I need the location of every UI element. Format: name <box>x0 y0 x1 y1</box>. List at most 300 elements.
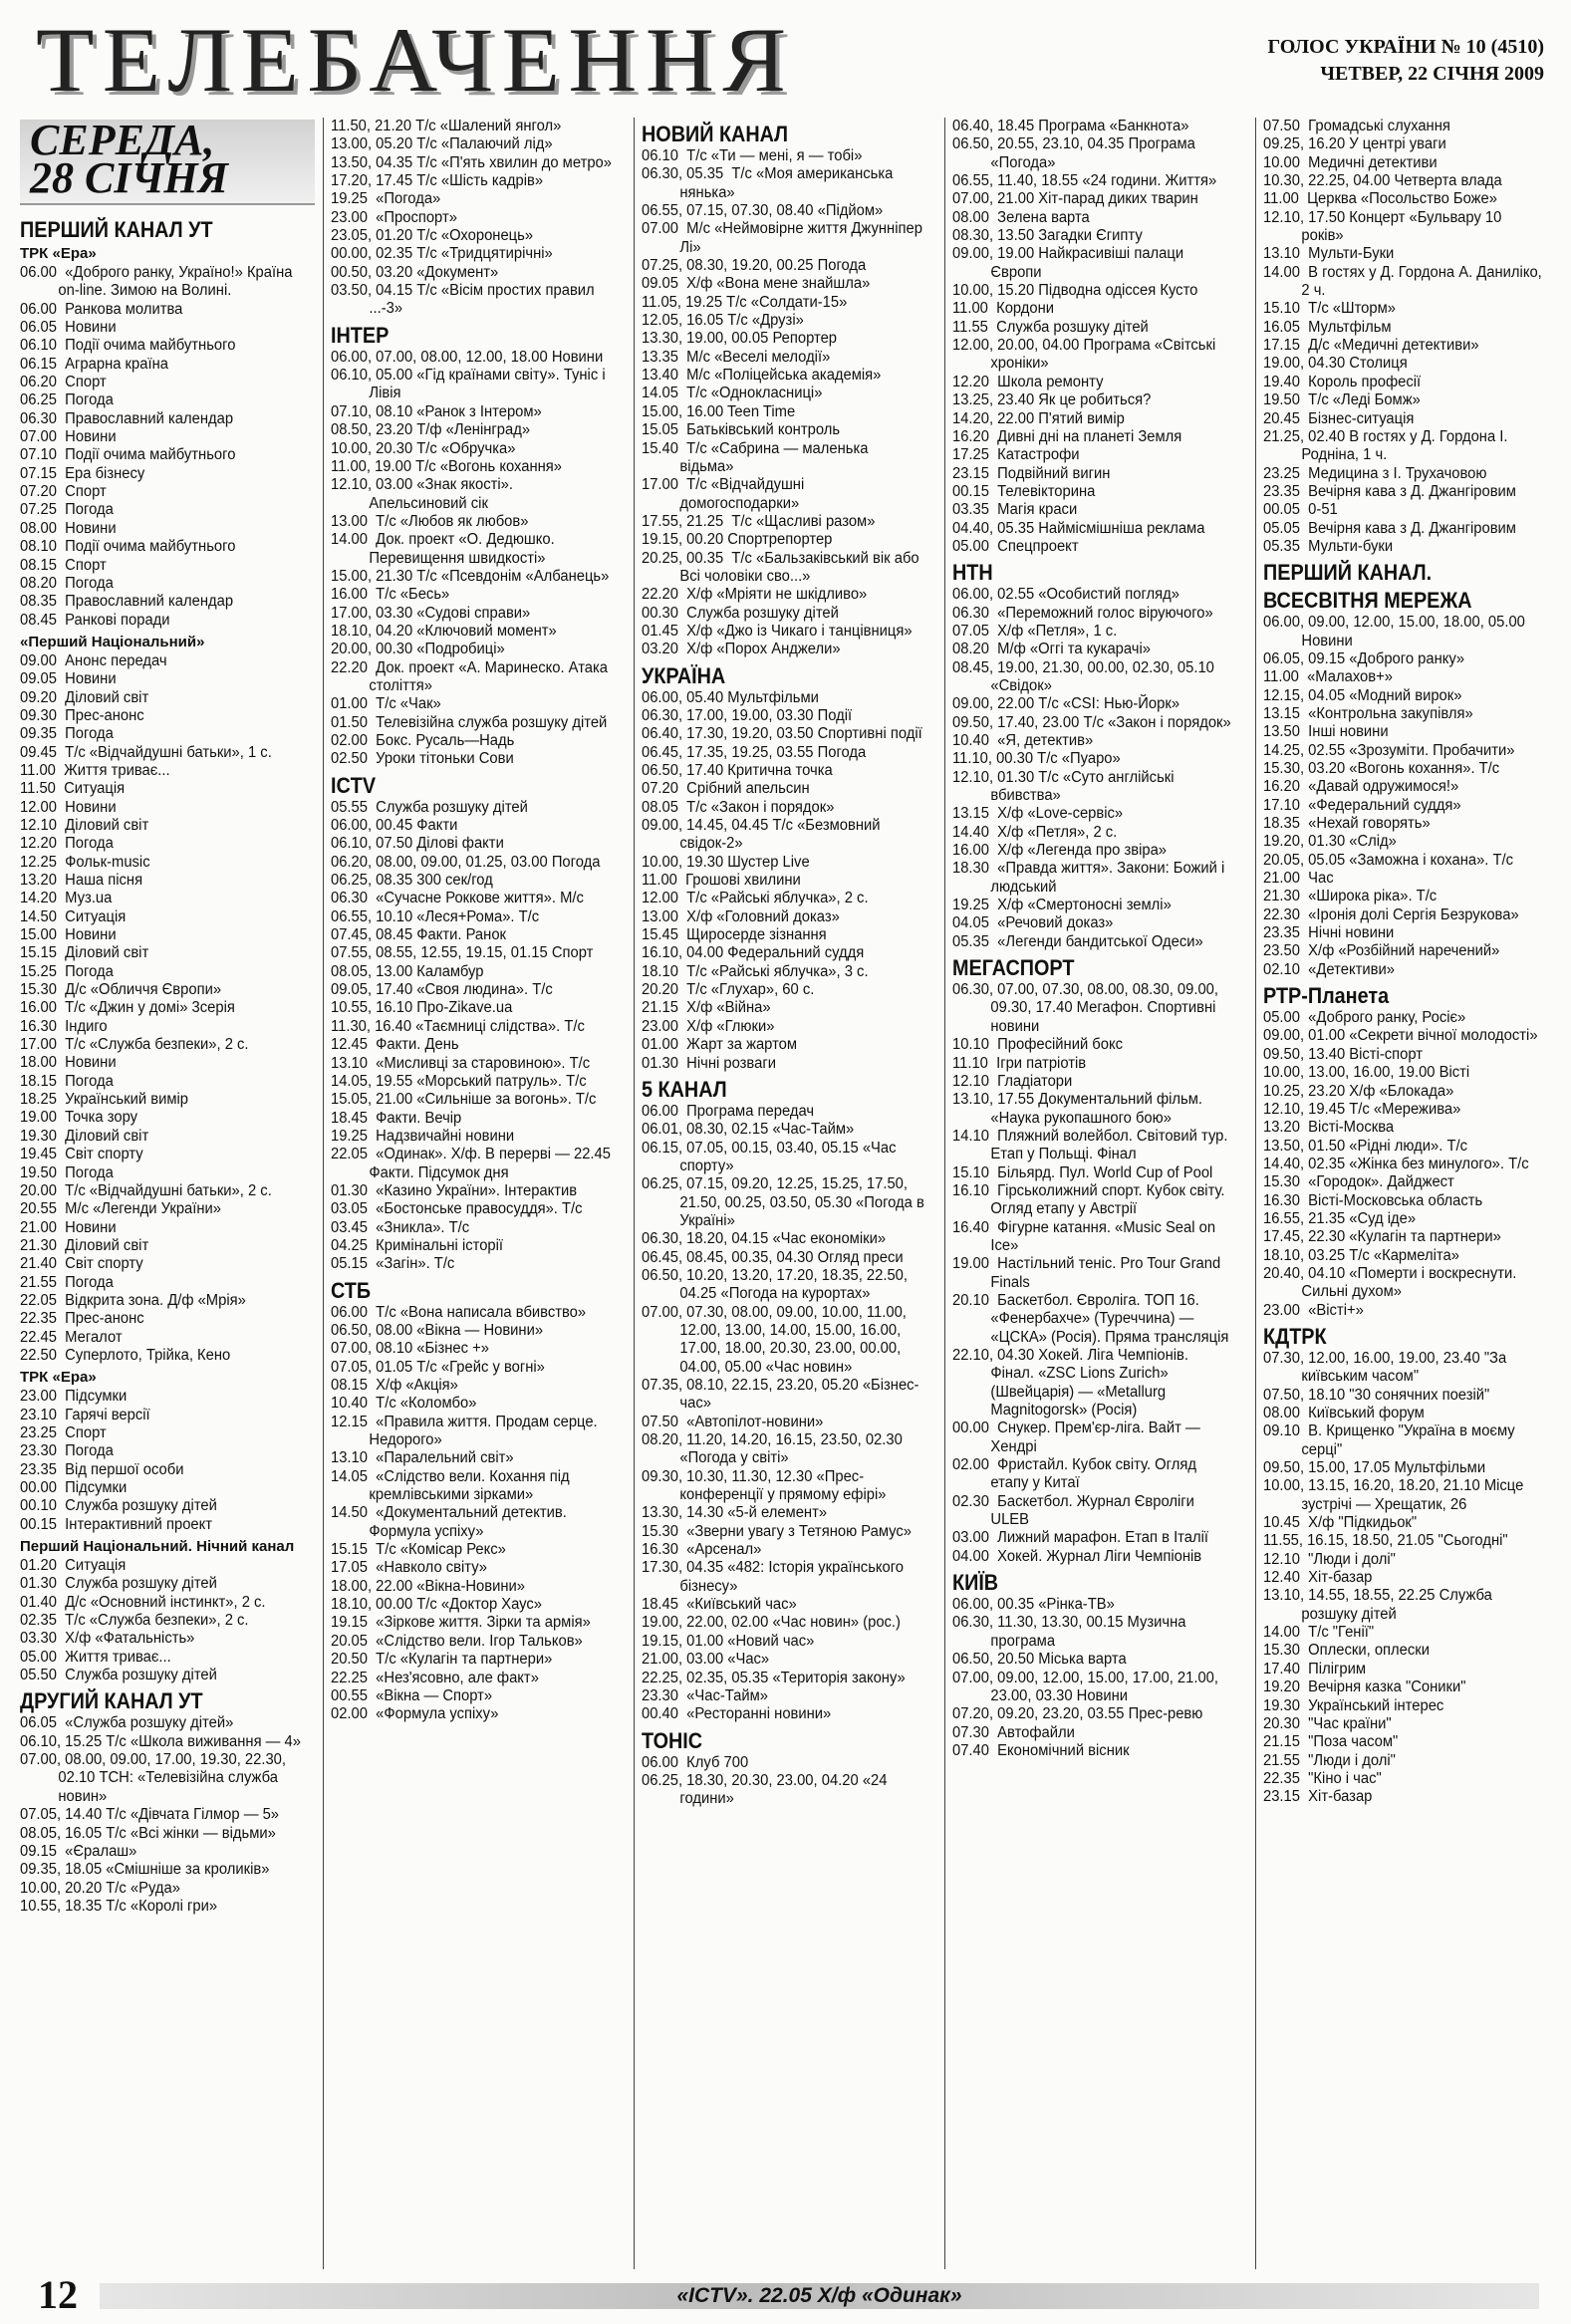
listing-entry: 09.50, 13.40 Вісті-спорт <box>1263 1045 1424 1063</box>
listing-entry: 07.10 Події очима майбутнього <box>20 446 236 464</box>
listing-entry: 23.15 Хіт-базар <box>1263 1788 1373 1806</box>
listing-entry: 09.05 Х/ф «Вона мене знайшла» <box>642 275 871 293</box>
listing-entry: 13.10, 17.55 Документальний фільм. «Наука рукопашного бою» <box>952 1091 1207 1127</box>
channel-heading: ІНТЕР <box>331 322 390 348</box>
promo-bar <box>100 2283 1539 2309</box>
listing-entry: 13.30, 14.30 «5-й елемент» <box>642 1504 828 1522</box>
listing-entry: 04.05 «Речовий доказ» <box>952 914 1114 932</box>
listing-entry: 05.35 Мульти-буки <box>1263 537 1394 555</box>
listing-entry: 13.50, 01.50 «Рідні люди». Т/с <box>1263 1137 1467 1155</box>
listing-entry: 18.45 «Київський час» <box>642 1596 797 1614</box>
listing-entry: 18.25 Український вимір <box>20 1091 188 1109</box>
listing-entry: 17.20, 17.45 Т/с «Шість кадрів» <box>331 172 544 190</box>
listing-entry: 08.20 Погода <box>20 574 114 592</box>
listing-entry: 08.15 Х/ф «Акція» <box>331 1377 458 1394</box>
listing-entry: 02.30 Баскетбол. Журнал Євроліги ULEB <box>952 1492 1199 1529</box>
listing-entry: 00.15 Телевікторина <box>952 482 1096 500</box>
listing-entry: 01.20 Ситуація <box>20 1557 127 1575</box>
listing-entry: 15.30 «Зверни увагу з Тетяною Рамус» <box>642 1522 913 1540</box>
listing-entry: 23.35 Нічні новини <box>1263 924 1395 942</box>
listing-entry: 09.00, 01.00 «Секрети вічної молодості» <box>1263 1027 1538 1045</box>
listing-entry: 17.10 «Федеральний суддя» <box>1263 796 1461 814</box>
listing-entry: 01.00 Т/с «Чак» <box>331 695 441 713</box>
listing-entry: 01.30 «Казино України». Інтерактив <box>331 1181 578 1199</box>
listing-entry: 06.45, 17.35, 19.25, 03.55 Погода <box>642 743 867 761</box>
listing-entry: 08.50, 23.20 Т/ф «Ленінград» <box>331 421 531 439</box>
listing-entry: 09.00, 19.00 Найкрасивіші палаци Європи <box>952 245 1188 281</box>
tv-listings <box>20 118 1559 2269</box>
listing-entry: 14.40, 02.35 «Жінка без минулого». Т/с <box>1263 1155 1529 1172</box>
channel-subheading: Перший Національний. Нічний канал <box>20 1538 295 1556</box>
listing-entry: 15.10 Т/с «Шторм» <box>1263 300 1396 318</box>
listing-entry: 19.25 Х/ф «Смертоносні землі» <box>952 897 1172 914</box>
listing-entry: 06.05 Новини <box>20 319 117 337</box>
listing-entry: 06.01, 08.30, 02.15 «Час-Тайм» <box>642 1121 855 1139</box>
listing-entry: 16.10, 04.00 Федеральний суддя <box>642 944 865 962</box>
listing-entry: 07.25, 08.30, 19.20, 00.25 Погода <box>642 257 867 275</box>
listing-entry: 03.35 Магія краси <box>952 501 1078 519</box>
listing-entry: 20.20 Т/с «Глухар», 60 с. <box>642 981 815 999</box>
listing-entry: 00.00 Підсумки <box>20 1479 128 1496</box>
listing-entry: 16.30 Індиго <box>20 1017 108 1035</box>
listing-entry: 14.05, 19.55 «Морський патруль». Т/с <box>331 1072 587 1090</box>
listing-entry: 02.10 «Детективи» <box>1263 960 1395 978</box>
listing-entry: 19.50 Погода <box>20 1163 114 1181</box>
listing-entry: 06.00, 00.45 Факти <box>331 817 458 835</box>
listing-entry: 23.35 Вечірня кава з Д. Джангіровим <box>1263 482 1516 500</box>
listing-entry: 07.00 М/с «Неймовірне життя Джунніпер Лі» <box>642 220 927 256</box>
listing-entry: 17.00, 03.30 «Судові справи» <box>331 604 531 622</box>
listing-entry: 05.00 Життя триває... <box>20 1648 171 1666</box>
listing-entry: 12.10, 03.00 «Знак якості». Апельсиновий сік <box>331 476 518 512</box>
channel-heading: ДРУГИЙ КАНАЛ УТ <box>20 1688 203 1714</box>
listing-entry: 19.00, 04.30 Столиця <box>1263 355 1408 373</box>
listing-entry: 20.00, 00.30 «Подробиці» <box>331 641 505 658</box>
listing-entry: 17.05 «Навколо світу» <box>331 1559 488 1577</box>
listing-entry: 07.50 «Автопілот-новини» <box>642 1413 824 1430</box>
channel-heading: ТОНІС <box>642 1727 703 1753</box>
listing-entry: 16.05 Мультфільм <box>1263 318 1392 336</box>
listing-entry: 10.00, 19.30 Шустер Live <box>642 853 810 871</box>
listing-entry: 09.50, 17.40, 23.00 Т/с «Закон і порядок» <box>952 713 1231 731</box>
channel-heading: КИЇВ <box>952 1570 999 1596</box>
listing-entry: 06.20 Спорт <box>20 374 107 391</box>
column-divider <box>1255 118 1256 2269</box>
listing-entry: 10.40 Т/с «Коломбо» <box>331 1395 477 1413</box>
listing-entry: 06.10 Події очима майбутнього <box>20 337 236 355</box>
listing-entry: 18.45 Факти. Вечір <box>331 1109 462 1127</box>
listing-entry: 06.25 Погода <box>20 391 114 409</box>
listing-entry: 10.45 Х/ф "Підкидьок" <box>1263 1514 1418 1532</box>
listing-entry: 11.50 Ситуація <box>20 780 126 798</box>
listing-entry: 21.30 Діловий світ <box>20 1236 149 1254</box>
listing-entry: 02.00 Фристайл. Кубок світу. Огляд етапу у Китаї <box>952 1456 1201 1492</box>
listing-entry: 11.00, 19.00 Т/с «Вогонь кохання» <box>331 457 562 475</box>
listing-entry: 12.25 Фольк-music <box>20 853 150 871</box>
listing-entry: 06.00, 05.40 Мультфільми <box>642 688 819 706</box>
listing-entry: 01.40 Д/с «Основний інстинкт», 2 с. <box>20 1593 266 1611</box>
listing-entry: 06.55, 07.15, 07.30, 08.40 «Підйом» <box>642 202 884 220</box>
listing-entry: 14.00 Док. проект «О. Дедюшко. Перевищення швидкості» <box>331 531 559 567</box>
listing-entry: 03.50, 04.15 Т/с «Вісім простих правил ...-3» <box>331 282 599 318</box>
listing-entry: 06.30, 18.20, 04.15 «Час економіки» <box>642 1230 887 1248</box>
listing-entry: 00.00, 02.35 Т/с «Тридцятирічні» <box>331 245 553 263</box>
channel-heading: МЕГАСПОРТ <box>952 955 1075 981</box>
listing-entry: 08.05, 13.00 Каламбур <box>331 962 484 980</box>
listing-entry: 13.30, 19.00, 00.05 Репортер <box>642 330 838 348</box>
listing-entry: 05.35 «Легенди бандитської Одеси» <box>952 932 1203 950</box>
listing-entry: 08.45, 19.00, 21.30, 00.00, 02.30, 05.10 «Свідок» <box>952 658 1219 694</box>
listing-entry: 06.10, 05.00 «Гід країнами світу». Туніс і Лівія <box>331 367 610 402</box>
listing-entry: 19.30 Діловий світ <box>20 1127 149 1145</box>
channel-subheading: ТРК «Ера» <box>20 245 97 262</box>
listing-entry: 20.10 Баскетбол. Євроліга. ТОП 16. «Фенербахче» (Туреччина) — «ЦСКА» (Росія). Пряма трансляція <box>952 1291 1229 1346</box>
listing-entry: 16.10 Гірськолижний спорт. Кубок світу. Огляд етапу у Австрії <box>952 1181 1229 1218</box>
listing-entry: 15.00 Новини <box>20 926 117 944</box>
listing-entry: 15.30 «Городок». Дайджест <box>1263 1173 1454 1191</box>
listing-entry: 23.00 «Проспорт» <box>331 208 457 226</box>
channel-heading: ПЕРШИЙ КАНАЛ УТ <box>20 217 213 242</box>
listing-entry: 19.50 Т/с «Леді Бомж» <box>1263 391 1421 409</box>
listing-entry: 14.05 Т/с «Однокласниці» <box>642 385 823 402</box>
listing-entry: 00.05 0-51 <box>1263 501 1338 519</box>
listing-entry: 05.50 Служба розшуку дітей <box>20 1667 217 1684</box>
listing-entry: 15.05, 21.00 «Сильніше за вогонь». Т/с <box>331 1091 597 1109</box>
listing-entry: 05.15 «Загін». Т/с <box>331 1255 455 1273</box>
listing-entry: 15.15 Діловий світ <box>20 944 149 962</box>
listing-entry: 08.35 Православний календар <box>20 593 234 611</box>
listing-entry: 10.00, 13.15, 16.20, 18.20, 21.10 Місце зустрічі — Хрещатик, 26 <box>1263 1477 1528 1513</box>
listing-entry: 09.30 Прес-анонс <box>20 706 144 724</box>
listing-entry: 11.55, 16.15, 18.50, 21.05 "Сьогодні" <box>1263 1532 1508 1550</box>
listing-entry: 23.00 «Вісті+» <box>1263 1301 1364 1319</box>
listing-entry: 08.00 Київський форум <box>1263 1405 1425 1421</box>
listing-entry: 22.05 Відкрита зона. Д/ф «Мрія» <box>20 1291 246 1309</box>
channel-heading: ВСЕСВІТНЯ МЕРЕЖА <box>1263 588 1472 614</box>
listing-entry: 21.25, 02.40 В гостях у Д. Гордона І. Родніна, 1 ч. <box>1263 427 1512 464</box>
listing-entry: 12.10, 17.50 Концерт «Бульвару 10 років» <box>1263 208 1506 245</box>
channel-heading: ПЕРШИЙ КАНАЛ. <box>1263 560 1433 586</box>
listing-entry: 07.55, 08.55, 12.55, 19.15, 01.15 Спорт <box>331 944 594 962</box>
listing-entry: 09.05, 17.40 «Своя людина». Т/с <box>331 981 553 999</box>
listing-entry: 07.30, 12.00, 16.00, 19.00, 23.40 "За київським часом" <box>1263 1349 1511 1386</box>
listing-entry: 18.10, 03.25 Т/с «Кармеліта» <box>1263 1246 1459 1264</box>
listing-entry: 15.30 Д/с «Обличчя Європи» <box>20 981 222 999</box>
listing-entry: 06.00 Клуб 700 <box>642 1753 749 1771</box>
listing-entry: 04.00 Хокей. Журнал Ліги Чемпіонів <box>952 1547 1202 1565</box>
listing-entry: 23.25 Медицина з І. Трухачовою <box>1263 464 1487 482</box>
listing-entry: 07.00, 07.30, 08.00, 09.00, 10.00, 11.00, 12.00, 13.00, 14.00, 15.00, 16.00, 17.00, 18.00, 20.30, 23.00, 00.00, 04.00, 05.00 «Час новин» <box>642 1303 912 1376</box>
listing-entry: 06.05, 09.15 «Доброго ранку» <box>1263 649 1465 667</box>
listing-entry: 07.20 Спорт <box>20 483 107 501</box>
listing-entry: 04.25 Кримінальні історії <box>331 1236 504 1254</box>
listing-entry: 17.55, 21.25 Т/с «Щасливі разом» <box>642 512 876 530</box>
listing-entry: 23.30 Погода <box>20 1442 114 1460</box>
listing-entry: 00.30 Служба розшуку дітей <box>642 604 839 622</box>
listing-entry: 23.50 Х/ф «Розбійний наречений» <box>1263 942 1500 960</box>
listing-entry: 13.00 Т/с «Любов як любов» <box>331 512 529 530</box>
listing-entry: 14.40 Х/ф «Петля», 2 с. <box>952 823 1118 841</box>
listing-entry: 16.00 Х/ф «Легенда про звіра» <box>952 842 1168 860</box>
listing-entry: 07.10, 08.10 «Ранок з Інтером» <box>331 402 542 420</box>
listing-entry: 13.25, 23.40 Як це робиться? <box>952 391 1152 409</box>
listing-entry: 18.00, 22.00 «Вікна-Новини» <box>331 1577 525 1595</box>
listing-entry: 22.20 Х/ф «Мріяти не шкідливо» <box>642 586 868 604</box>
listing-entry: 09.00 Анонс передач <box>20 651 167 669</box>
listing-entry: 07.05 Х/ф «Петля», 1 с. <box>952 622 1118 640</box>
listing-entry: 17.45, 22.30 «Кулагін та партнери» <box>1263 1228 1501 1246</box>
listing-entry: 00.15 Інтерактивний проект <box>20 1515 213 1533</box>
listing-entry: 05.00 Спецпроект <box>952 537 1079 555</box>
listing-entry: 02.00 «Формула успіху» <box>331 1705 499 1723</box>
listing-entry: 11.00 Церква «Посольство Боже» <box>1263 190 1497 208</box>
listing-entry: 08.30, 13.50 Загадки Єгипту <box>952 227 1143 245</box>
listing-entry: 06.30, 11.30, 13.30, 00.15 Музична програма <box>952 1614 1190 1650</box>
listing-entry: 01.30 Служба розшуку дітей <box>20 1575 217 1593</box>
listing-entry: 00.55 «Вікна — Спорт» <box>331 1686 493 1704</box>
listing-entry: 08.20, 11.20, 14.20, 16.15, 23.50, 02.30 «Погода у світі» <box>642 1431 907 1467</box>
listing-entry: 19.30 Український інтерес <box>1263 1696 1444 1714</box>
listing-entry: 00.00 Снукер. Прем'єр-ліга. Вайт — Хендрі <box>952 1420 1204 1455</box>
listing-entry: 10.25, 23.20 Х/ф «Блокада» <box>1263 1082 1454 1100</box>
listing-entry: 14.10 Пляжний волейбол. Світовий тур. Етап у Польщі. Фінал <box>952 1127 1232 1163</box>
listing-entry: 10.10 Професійний бокс <box>952 1036 1124 1054</box>
listing-entry: 02.50 Уроки тітоньки Сови <box>331 750 514 768</box>
listing-entry: 06.00 Програма передач <box>642 1102 815 1120</box>
listing-entry: 11.30, 16.40 «Таємниці слідства». Т/с <box>331 1017 585 1035</box>
listing-entry: 06.00 «Доброго ранку, Україно!» Країна on-line. Зимою на Волині. <box>20 264 297 300</box>
listing-entry: 06.00 Т/с «Вона написала вбивство» <box>331 1303 587 1321</box>
listing-entry: 18.00 Новини <box>20 1054 117 1072</box>
listing-entry: 19.15 «Зіркове життя. Зірки та армія» <box>331 1614 591 1632</box>
listing-entry: 14.20, 22.00 П'ятий вимір <box>952 409 1125 427</box>
listing-entry: 07.25 Погода <box>20 501 114 519</box>
listing-entry: 19.25 Надзвичайні новини <box>331 1127 515 1145</box>
listing-entry: 01.30 Нічні розваги <box>642 1054 776 1072</box>
listing-entry: 06.15 Аграрна країна <box>20 355 168 373</box>
listing-entry: 13.10, 14.55, 18.55, 22.25 Служба розшуку дітей <box>1263 1587 1496 1623</box>
listing-entry: 14.00 В гостях у Д. Гордона А. Даниліко, 2 ч. <box>1263 263 1546 300</box>
listing-entry: 16.30 «Арсенал» <box>642 1541 762 1559</box>
listing-entry: 19.25 «Погода» <box>331 190 441 208</box>
listing-entry: 17.00 Т/с «Відчайдушні домогосподарки» <box>642 476 809 512</box>
listing-entry: 08.20 М/ф «Оггі та кукарачі» <box>952 641 1151 658</box>
listing-entry: 07.15 Ера бізнесу <box>20 464 145 482</box>
listing-entry: 03.00 Лижний марафон. Етап в Італії <box>952 1529 1209 1547</box>
channel-heading: СТБ <box>331 1277 372 1303</box>
listing-entry: 19.15, 01.00 «Новий час» <box>642 1632 815 1650</box>
listing-entry: 20.30 "Час країни" <box>1263 1714 1392 1732</box>
listing-entry: 09.30, 10.30, 11.30, 12.30 «Прес-конференції у прямому ефірі» <box>642 1467 887 1504</box>
listing-entry: 06.30, 05.35 Т/с «Моя американська нянька» <box>642 165 898 201</box>
listing-entry: 09.45 Т/с «Відчайдушні батьки», 1 с. <box>20 743 272 761</box>
listing-entry: 06.10 Т/с «Ти — мені, я — тобі» <box>642 147 863 164</box>
channel-heading: ICTV <box>331 772 377 798</box>
listing-entry: 17.15 Д/с «Медичні детективи» <box>1263 337 1479 355</box>
listing-entry: 06.40, 17.30, 19.20, 03.50 Спортивні події <box>642 725 922 743</box>
listing-entry: 22.35 "Кіно і час" <box>1263 1769 1382 1787</box>
listing-entry: 00.50, 03.20 «Документ» <box>331 263 499 281</box>
listing-entry: 23.05, 01.20 Т/с «Охоронець» <box>331 227 534 245</box>
listing-entry: 23.30 «Час-Тайм» <box>642 1686 768 1704</box>
listing-entry: 07.50 Громадські слухання <box>1263 118 1450 134</box>
listing-entry: 06.25, 08.35 300 сек/год <box>331 872 493 890</box>
listing-entry: 06.50, 10.20, 13.20, 17.20, 18.35, 22.50, 04.25 «Погода на курортах» <box>642 1266 913 1303</box>
listing-entry: 06.50, 17.40 Критична точка <box>642 762 833 779</box>
listing-entry: 21.00 Час <box>1263 870 1334 888</box>
listing-entry: 19.00 Точка зору <box>20 1109 138 1127</box>
listing-entry: 14.50 Ситуація <box>20 907 127 925</box>
listing-entry: 12.00 Т/с «Райські яблучка», 2 с. <box>642 890 869 907</box>
listing-entry: 21.15 "Поза часом" <box>1263 1733 1399 1751</box>
listing-entry: 07.00, 08.00, 09.00, 17.00, 19.30, 22.30, 02.10 ТСН: «Телевізійна служба новин» <box>20 1751 291 1805</box>
listing-entry: 00.40 «Ресторанні новини» <box>642 1705 832 1723</box>
issue-date: ЧЕТВЕР, 22 СІЧНЯ 2009 <box>1320 63 1544 85</box>
listing-entry: 23.00 Підсумки <box>20 1388 128 1406</box>
listing-entry: 18.15 Погода <box>20 1072 114 1090</box>
listing-entry: 16.00 Т/с «Джин у домі» 3серія <box>20 999 235 1017</box>
listing-entry: 12.15 «Правила життя. Продам серце. Недорого» <box>331 1413 602 1449</box>
listing-entry: 05.55 Служба розшуку дітей <box>331 798 528 816</box>
listing-entry: 06.25, 07.15, 09.20, 12.25, 15.25, 17.50, 21.50, 00.25, 03.50, 05.30 «Погода в Україні» <box>642 1175 928 1229</box>
listing-entry: 06.00, 07.00, 08.00, 12.00, 18.00 Новини <box>331 348 604 366</box>
listing-entry: 17.25 Катастрофи <box>952 446 1080 464</box>
listing-entry: 09.20 Діловий світ <box>20 688 149 706</box>
listing-entry: 09.00, 14.45, 04.45 Т/с «Безмовний свідок-2» <box>642 817 885 853</box>
listing-entry: 16.00 Т/с «Бесь» <box>331 586 450 604</box>
listing-entry: 21.15 Х/ф «Війна» <box>642 999 771 1017</box>
listing-entry: 21.40 Світ спорту <box>20 1255 143 1273</box>
listing-entry: 22.05 «Одинак». Х/ф. В перерві — 22.45 Факти. Підсумок дня <box>331 1146 616 1181</box>
listing-entry: 20.50 Т/с «Кулагін та партнери» <box>331 1651 553 1669</box>
column-divider <box>323 118 324 2269</box>
listing-entry: 23.25 Спорт <box>20 1423 107 1441</box>
listing-entry: 19.20, 01.30 «Слід» <box>1263 833 1397 851</box>
listing-entry: 20.00 Т/с «Відчайдушні батьки», 2 с. <box>20 1181 272 1199</box>
listing-entry: 07.20, 09.20, 23.20, 03.55 Прес-ревю <box>952 1705 1203 1723</box>
listing-entry: 07.00, 21.00 Хіт-парад диких тварин <box>952 190 1198 208</box>
listing-entry: 23.35 Від першої особи <box>20 1460 184 1478</box>
listing-entry: 12.10 Діловий світ <box>20 816 149 834</box>
section-title: ТЕЛЕБАЧЕННЯ <box>36 9 795 111</box>
listing-entry: 06.30 «Сучасне Роккове життя». М/с <box>331 890 584 907</box>
channel-heading: 5 КАНАЛ <box>642 1076 727 1102</box>
listing-entry: 16.30 Вісті-Московська область <box>1263 1191 1483 1209</box>
listing-entry: 16.40 Фігурне катання. «Music Seal on Ice» <box>952 1218 1220 1254</box>
channel-heading: НОВИЙ КАНАЛ <box>642 122 789 146</box>
masthead <box>30 9 1544 111</box>
listing-entry: 20.45 Бізнес-ситуація <box>1263 409 1415 427</box>
channel-subheading: «Перший Національний» <box>20 633 205 650</box>
listing-entry: 06.55, 11.40, 18.55 «24 години. Життя» <box>952 172 1217 190</box>
listing-entry: 21.00 Новини <box>20 1218 117 1236</box>
listing-entry: 14.25, 02.55 «Зрозуміти. Пробачити» <box>1263 741 1515 759</box>
listing-entry: 14.00 Т/с "Генії" <box>1263 1624 1375 1642</box>
listing-entry: 21.55 "Люди і долі" <box>1263 1751 1396 1769</box>
page-number: 12 <box>38 2272 78 2317</box>
listing-entry: 11.50, 21.20 Т/с «Шалений янгол» <box>331 118 562 134</box>
listing-entry: 06.20, 08.00, 09.00, 01.25, 03.00 Погода <box>331 853 601 871</box>
listing-entry: 08.05, 16.05 Т/с «Всі жінки — відьми» <box>20 1824 276 1842</box>
listing-entry: 03.05 «Бостонське правосуддя». Т/с <box>331 1200 583 1218</box>
listing-entry: 15.40 Т/с «Сабрина — маленька відьма» <box>642 439 873 475</box>
listing-entry: 14.05 «Слідство вели. Кохання під кремлівськими зірками» <box>331 1467 574 1504</box>
listing-entry: 10.00, 15.20 Підводна одіссея Кусто <box>952 282 1198 300</box>
listing-entry: 15.10 Більярд. Пул. World Cup of Pool <box>952 1163 1213 1181</box>
listing-entry: 07.00, 08.10 «Бізнес +» <box>331 1340 489 1358</box>
listing-entry: 12.10 "Люди і долі" <box>1263 1550 1396 1568</box>
listing-entry: 22.25, 02.35, 05.35 «Територія закону» <box>642 1669 906 1686</box>
listing-entry: 19.00, 22.00, 02.00 «Час новин» (рос.) <box>642 1614 901 1632</box>
listing-entry: 03.30 Х/ф «Фатальність» <box>20 1630 195 1648</box>
listing-entry: 08.10 Події очима майбутнього <box>20 538 236 556</box>
listing-entry: 13.35 М/с «Веселі мелодії» <box>642 348 831 366</box>
listing-entry: 16.55, 21.35 «Суд іде» <box>1263 1209 1417 1227</box>
day-heading-line: СЕРЕДА, <box>30 118 215 164</box>
listing-entry: 13.50, 04.35 Т/с «П'ять хвилин до метро» <box>331 153 612 171</box>
listing-entry: 06.10, 07.50 Ділові факти <box>331 835 504 853</box>
listing-entry: 12.20 Погода <box>20 835 114 853</box>
listing-entry: 18.10, 00.00 Т/с «Доктор Хаус» <box>331 1596 542 1614</box>
listing-entry: 12.00 Новини <box>20 798 117 816</box>
listing-entry: 06.50, 20.55, 23.10, 04.35 Програма «Погода» <box>952 135 1199 171</box>
listing-entry: 22.30 «Іронія долі Сергія Безрукова» <box>1263 905 1519 923</box>
listing-entry: 23.15 Подвійний вигин <box>952 464 1111 482</box>
listing-entry: 10.00, 20.30 Т/с «Обручка» <box>331 439 516 457</box>
listing-entry: 15.25 Погода <box>20 962 114 980</box>
listing-entry: 12.05, 16.05 Т/с «Друзі» <box>642 312 804 330</box>
listing-entry: 06.30 «Переможний голос віруючого» <box>952 604 1213 622</box>
listing-entry: 11.00 Грошові хвилини <box>642 872 801 890</box>
listing-entry: 15.00, 16.00 Teen Time <box>642 402 796 420</box>
listing-entry: 20.55 М/с «Легенди України» <box>20 1200 222 1218</box>
listing-entry: 06.50, 08.00 «Вікна — Новини» <box>331 1321 544 1339</box>
listing-entry: 13.10 «Паралельний світ» <box>331 1449 514 1467</box>
listing-entry: 07.35, 08.10, 22.15, 23.20, 05.20 «Бізнес-час» <box>642 1377 919 1413</box>
listing-entry: 07.40 Економічний вісник <box>952 1741 1130 1759</box>
listing-entry: 07.00, 09.00, 12.00, 15.00, 17.00, 21.00, 23.00, 03.30 Новини <box>952 1669 1223 1704</box>
listing-entry: 09.05 Новини <box>20 670 117 688</box>
listing-entry: 11.00 Життя триває... <box>20 761 170 779</box>
listing-entry: 10.00 Медичні детективи <box>1263 153 1438 171</box>
channel-subheading: ТРК «Ера» <box>20 1369 97 1387</box>
listing-entry: 10.55, 18.35 Т/с «Королі гри» <box>20 1897 218 1915</box>
listing-entry: 06.00, 09.00, 12.00, 15.00, 18.00, 05.00 Новини <box>1263 614 1530 649</box>
listing-entry: 03.45 «Зникла». Т/с <box>331 1218 470 1236</box>
listing-entry: 10.00, 13.00, 16.00, 19.00 Вісті <box>1263 1064 1470 1082</box>
listing-entry: 08.00 Новини <box>20 519 117 537</box>
paper-issue: ГОЛОС УКРАЇНИ № 10 (4510) <box>1267 36 1544 58</box>
listing-entry: 19.40 Король професії <box>1263 373 1422 390</box>
listing-entry: 12.15, 04.05 «Модний вирок» <box>1263 686 1462 704</box>
listing-entry: 17.30, 04.35 «482: Історія українського бізнесу» <box>642 1559 909 1595</box>
listing-entry: 21.00, 03.00 «Час» <box>642 1651 770 1669</box>
listing-entry: 14.50 «Документальний детектив. Формула успіху» <box>331 1504 571 1540</box>
listing-entry: 15.15 Т/с «Комісар Рекс» <box>331 1541 506 1559</box>
listing-entry: 12.10, 01.30 Т/с «Суто англійські вбивства» <box>952 768 1178 805</box>
listing-entry: 22.20 Док. проект «А. Маринеско. Атака століття» <box>331 658 613 694</box>
listing-entry: 11.00 Кордони <box>952 300 1055 318</box>
listing-entry: 21.55 Погода <box>20 1273 114 1291</box>
channel-heading: НТН <box>952 560 993 586</box>
listing-entry: 07.30 Автофайли <box>952 1723 1075 1741</box>
listing-entry: 06.00 Ранкова молитва <box>20 300 183 318</box>
listing-entry: 12.10 Гладіатори <box>952 1072 1073 1090</box>
listing-entry: 09.25, 16.20 У центрі уваги <box>1263 135 1446 153</box>
listing-entry: 00.10 Служба розшуку дітей <box>20 1497 217 1515</box>
listing-entry: 13.50 Інші новини <box>1263 723 1389 741</box>
listing-entry: 11.55 Служба розшуку дітей <box>952 318 1149 336</box>
